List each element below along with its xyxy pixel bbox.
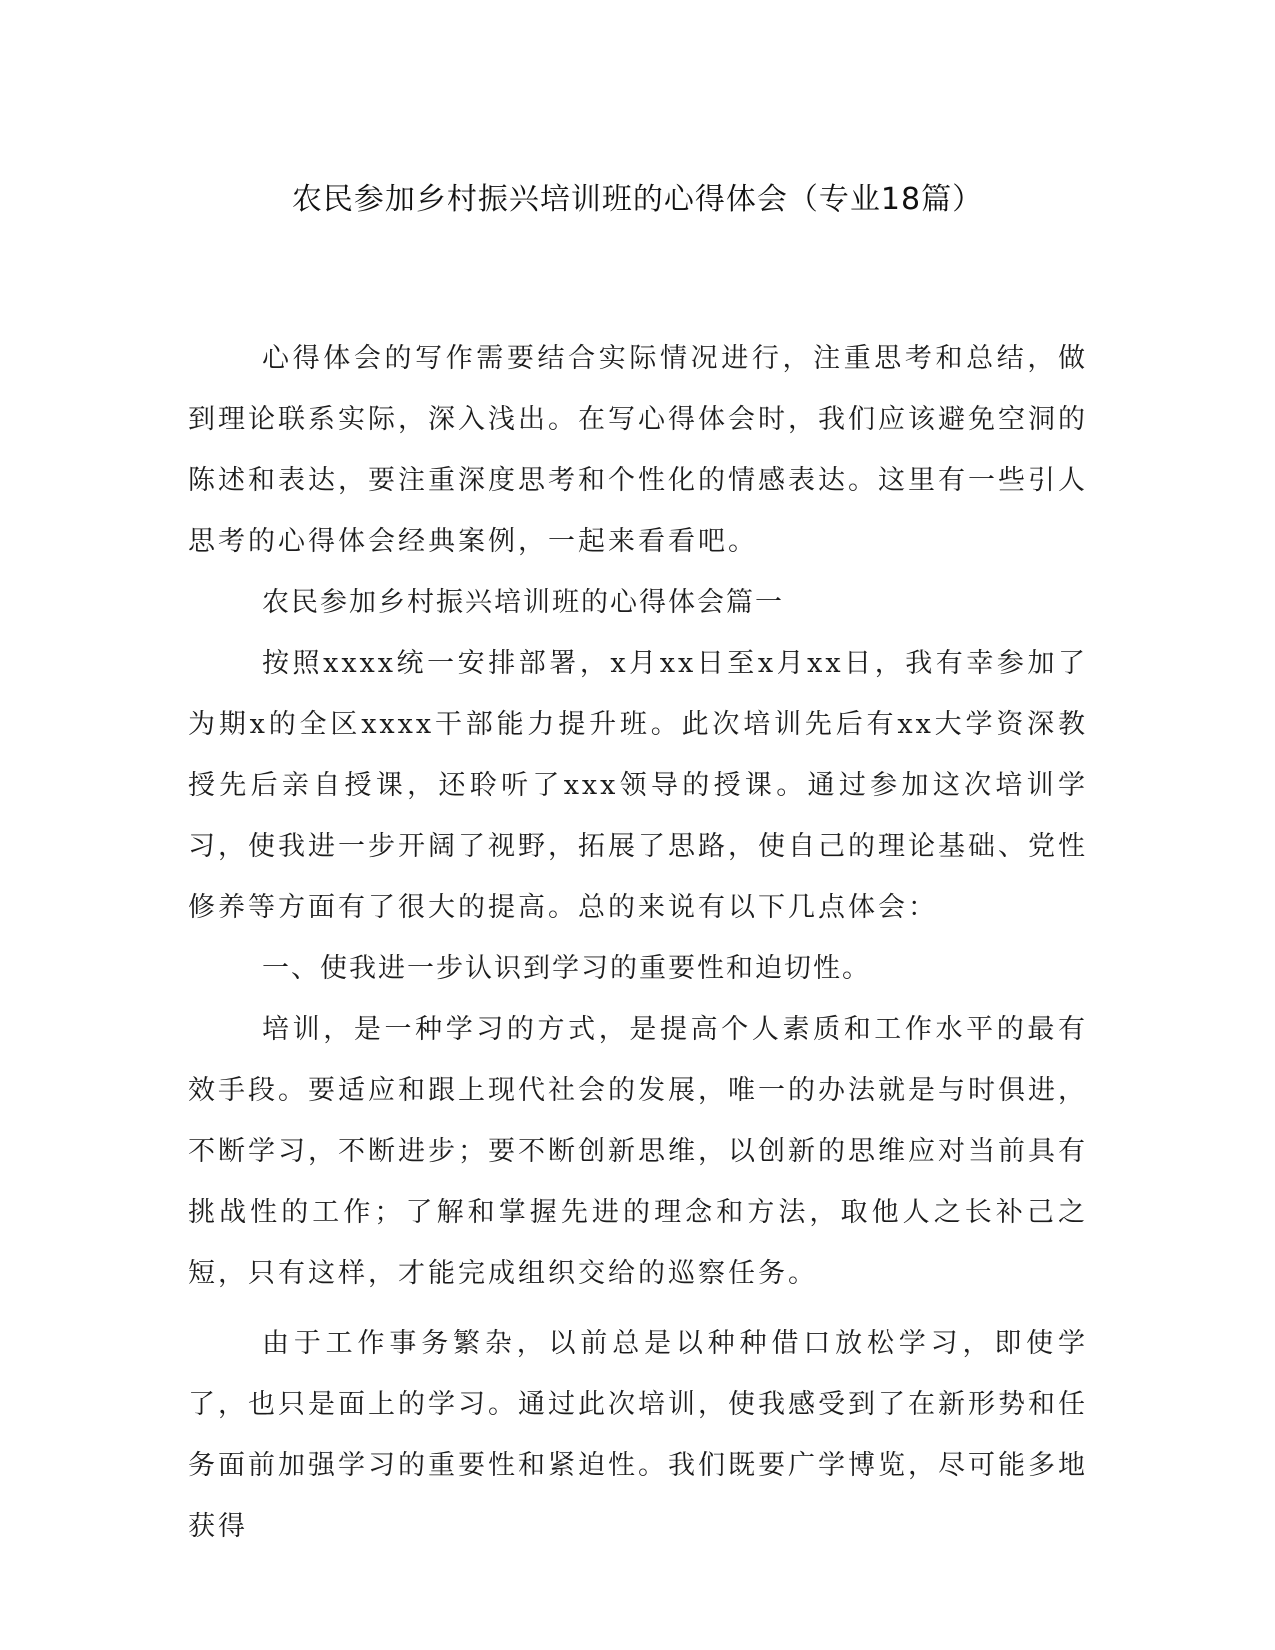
document-body: [188, 328, 1088, 1557]
body-paragraph: 按照xxxx统一安排部署，x月xx日至x月xx日，我有幸参加了为期x的全区xxxx干部能力提升班。此次培训先后有xx大学资深教授先后亲自授课，还聆听了xxx领导的授课。通过参加这次培训学习，使我进一步开阔了视野，拓展了思路，使自己的理论基础、党性修养等方面有了很大的提高。总的来说有以下几点体会：: [188, 648, 1088, 923]
point-heading: 一、使我进一步认识到学习的重要性和迫切性。: [262, 953, 871, 984]
body-paragraph: 培训，是一种学习的方式，是提高个人素质和工作水平的最有效手段。要适应和跟上现代社会的发展，唯一的办法就是与时俱进，不断学习，不断进步；要不断创新思维，以创新的思维应对当前具有挑战性的工作；了解和掌握先进的理念和方法，取他人之长补己之短，只有这样，才能完成组织交给的巡察任务。: [188, 1014, 1088, 1289]
intro-paragraph: 心得体会的写作需要结合实际情况进行，注重思考和总结，做到理论联系实际，深入浅出。在写心得体会时，我们应该避免空洞的陈述和表达，要注重深度思考和个性化的情感表达。这里有一些引人思考的心得体会经典案例，一起来看看吧。: [188, 343, 1088, 557]
document-title: 农民参加乡村振兴培训班的心得体会（专业18篇）: [291, 182, 984, 217]
section-heading: 农民参加乡村振兴培训班的心得体会篇一: [262, 587, 784, 618]
body-paragraph: 由于工作事务繁杂，以前总是以种种借口放松学习，即使学了，也只是面上的学习。通过此次培训，使我感受到了在新形势和任务面前加强学习的重要性和紧迫性。我们既要广学博览，尽可能多地获得: [188, 1328, 1088, 1542]
